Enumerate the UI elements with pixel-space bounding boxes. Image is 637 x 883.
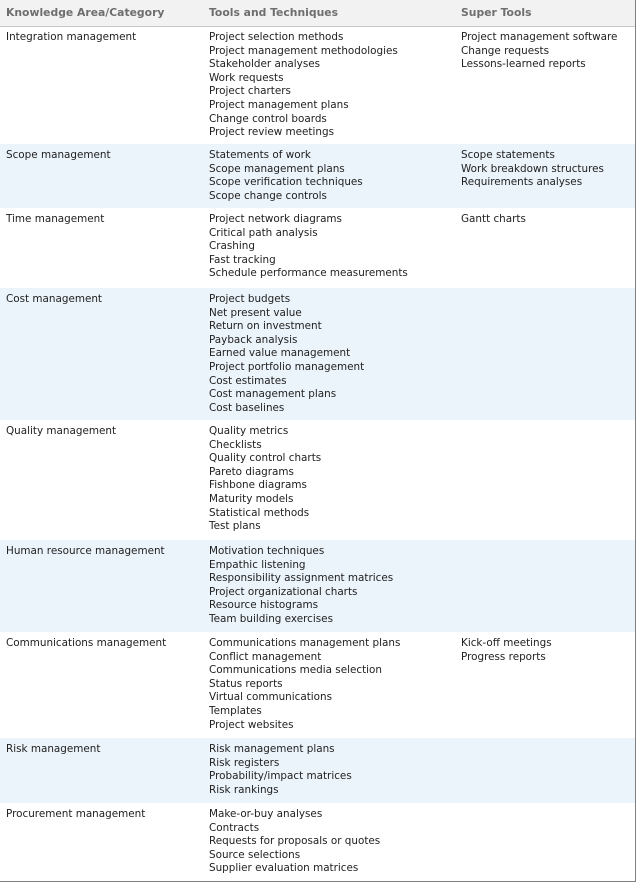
tool-item: Test plans — [209, 520, 261, 533]
knowledge-area-cell — [6, 637, 201, 651]
tool-item: Contracts — [209, 821, 260, 834]
tool-item: Empathic listening — [209, 558, 306, 571]
tool-item: Templates — [209, 704, 262, 717]
tool-item: Return on investment — [209, 320, 322, 333]
tool-item: Project websites — [209, 718, 294, 731]
tool-item: Checklists — [209, 438, 262, 451]
knowledge-area-label: Integration management — [6, 31, 137, 43]
tool-item: Communications media selection — [209, 664, 382, 677]
tool-item: Schedule performance measurements — [209, 267, 408, 280]
tool-item: Payback analysis — [209, 333, 298, 346]
knowledge-area-label: Human resource management — [6, 545, 165, 557]
header-knowledge-area: Knowledge Area/Category — [6, 6, 165, 19]
super-tool-item: Gantt charts — [461, 213, 526, 225]
tool-item: Fishbone diagrams — [209, 479, 307, 492]
tool-item: Quality metrics — [209, 425, 289, 437]
tools-techniques-cell — [209, 213, 454, 281]
tool-item: Fast tracking — [209, 253, 276, 266]
tool-item: Work requests — [209, 71, 284, 84]
knowledge-area-label: Time management — [6, 213, 105, 225]
knowledge-area-cell — [6, 293, 201, 307]
tool-item: Resource histograms — [209, 599, 319, 612]
tool-item: Project network diagrams — [209, 213, 342, 225]
tool-item: Quality control charts — [209, 452, 322, 465]
tool-item: Project budgets — [209, 293, 291, 305]
super-tool-item: Work breakdown structures — [461, 162, 604, 175]
tool-item: Risk rankings — [209, 783, 279, 796]
tools-techniques-cell — [209, 293, 454, 415]
table-row — [0, 803, 635, 882]
tool-item: Scope change controls — [209, 189, 327, 202]
super-tool-item: Project management software — [461, 31, 618, 43]
tool-item: Scope management plans — [209, 162, 345, 175]
tool-item: Project selection methods — [209, 31, 344, 43]
tools-techniques-cell — [209, 743, 454, 797]
tool-item: Probability/impact matrices — [209, 770, 352, 783]
tool-item: Project review meetings — [209, 126, 334, 139]
knowledge-area-cell — [6, 213, 201, 227]
tools-techniques-cell — [209, 637, 454, 732]
tool-item: Cost estimates — [209, 374, 287, 387]
tools-techniques-cell — [209, 31, 454, 140]
super-tool-item: Lessons-learned reports — [461, 58, 586, 71]
tool-item: Cost management plans — [209, 388, 337, 401]
tools-techniques-cell — [209, 425, 454, 534]
tool-item: Source selections — [209, 848, 301, 861]
tool-item: Crashing — [209, 240, 255, 253]
table-header — [0, 0, 635, 27]
tool-item: Conflict management — [209, 650, 322, 663]
tool-item: Virtual communications — [209, 691, 333, 704]
table-row — [0, 738, 635, 803]
tool-item: Motivation techniques — [209, 545, 325, 557]
tool-item: Status reports — [209, 677, 283, 690]
tool-item: Project management methodologies — [209, 44, 398, 57]
knowledge-area-label: Quality management — [6, 425, 117, 437]
knowledge-area-cell — [6, 545, 201, 559]
knowledge-area-cell — [6, 31, 201, 45]
tool-item: Pareto diagrams — [209, 465, 294, 478]
tool-item: Statistical methods — [209, 506, 310, 519]
knowledge-area-label: Procurement management — [6, 808, 146, 820]
tool-item: Cost baselines — [209, 401, 285, 414]
super-tool-item: Progress reports — [461, 650, 546, 663]
super-tools-cell — [461, 637, 633, 664]
table-row — [0, 208, 635, 288]
tool-item: Risk management plans — [209, 743, 335, 755]
knowledge-area-cell — [6, 425, 201, 439]
super-tool-item: Kick-off meetings — [461, 637, 552, 649]
knowledge-area-cell — [6, 808, 201, 822]
knowledge-area-label: Risk management — [6, 743, 101, 755]
tool-item: Project charters — [209, 85, 291, 98]
tool-item: Scope verification techniques — [209, 176, 363, 189]
table-row — [0, 144, 635, 208]
tools-techniques-cell — [209, 545, 454, 627]
tools-techniques-cell — [209, 149, 454, 203]
table-row — [0, 420, 635, 540]
header-tools-and-techniques: Tools and Techniques — [209, 6, 339, 19]
tool-item: Statements of work — [209, 149, 311, 161]
tool-item: Earned value management — [209, 347, 351, 360]
tool-item: Net present value — [209, 306, 302, 319]
tool-item: Requests for proposals or quotes — [209, 835, 381, 848]
tool-item: Stakeholder analyses — [209, 58, 321, 71]
header-super-tools: Super Tools — [461, 6, 532, 19]
super-tools-cell — [461, 31, 633, 72]
knowledge-area-cell — [6, 149, 201, 163]
knowledge-area-label: Scope management — [6, 149, 111, 161]
tool-item: Project management plans — [209, 98, 349, 111]
tool-item: Change control boards — [209, 112, 327, 125]
tools-techniques-cell — [209, 808, 454, 876]
table-row — [0, 26, 635, 144]
tool-item: Team building exercises — [209, 612, 333, 625]
super-tool-item: Requirements analyses — [461, 176, 583, 189]
table-row — [0, 632, 635, 738]
tool-item: Communications management plans — [209, 637, 401, 649]
tool-item: Supplier evaluation matrices — [209, 862, 359, 875]
tool-item: Maturity models — [209, 492, 294, 505]
super-tool-item: Change requests — [461, 44, 549, 57]
knowledge-area-cell — [6, 743, 201, 757]
super-tools-cell — [461, 213, 633, 227]
super-tools-cell — [461, 149, 633, 190]
tool-item: Project portfolio management — [209, 360, 365, 373]
tool-item: Responsibility assignment matrices — [209, 572, 394, 585]
tool-item: Risk registers — [209, 756, 280, 769]
tool-item: Project organizational charts — [209, 585, 358, 598]
tool-item: Critical path analysis — [209, 226, 318, 239]
super-tool-item: Scope statements — [461, 149, 555, 161]
knowledge-area-label: Communications management — [6, 637, 167, 649]
table-row — [0, 540, 635, 632]
table-row — [0, 288, 635, 420]
knowledge-area-label: Cost management — [6, 293, 103, 305]
tool-item: Make-or-buy analyses — [209, 808, 323, 820]
